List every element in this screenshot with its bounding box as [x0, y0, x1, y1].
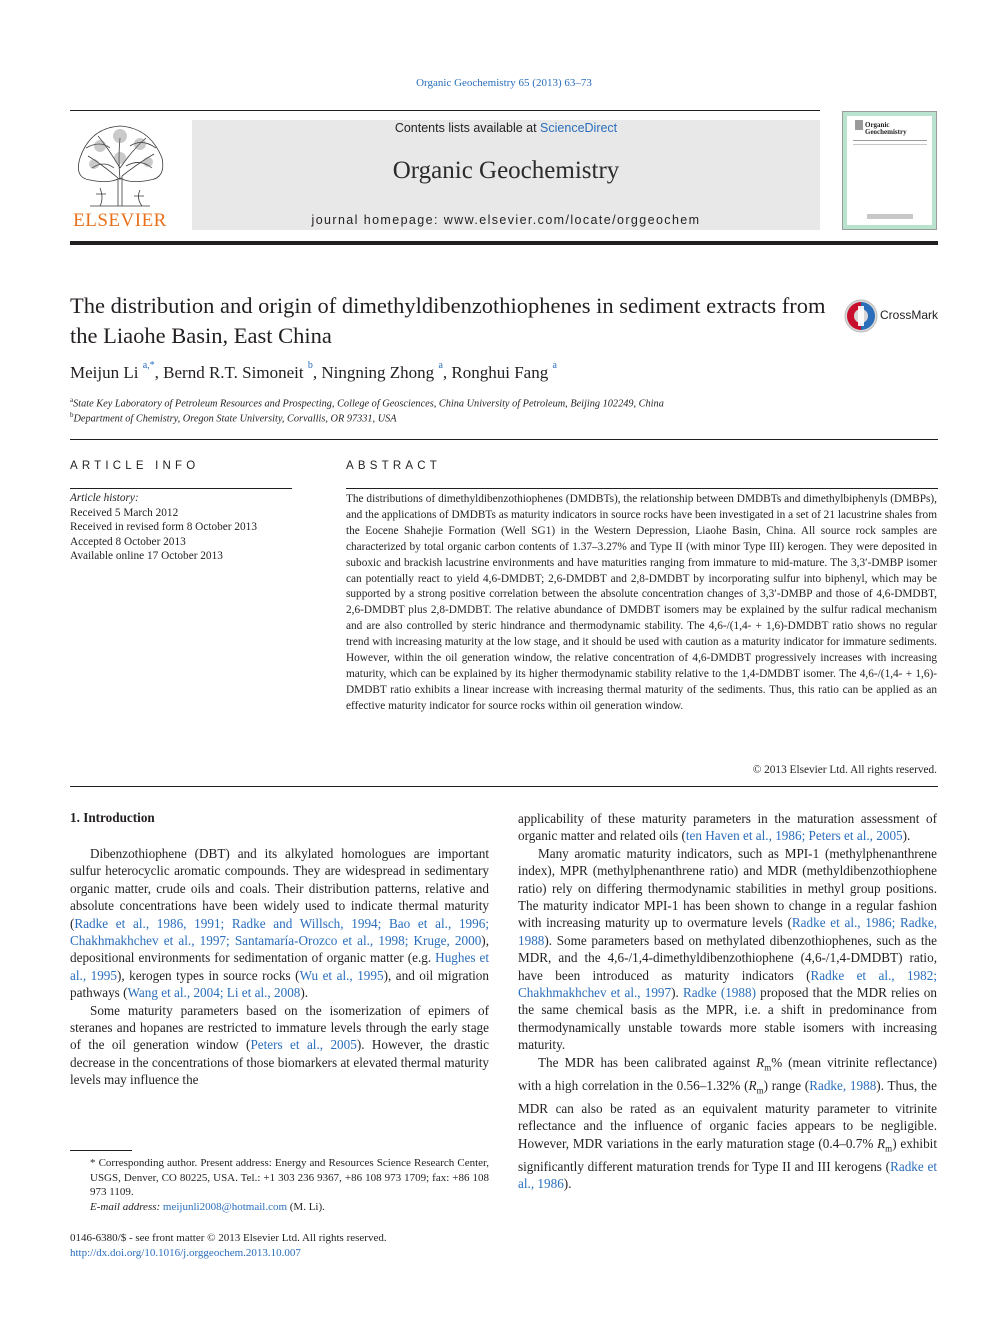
homepage-link[interactable]: www.elsevier.com/locate/orggeochem — [443, 213, 701, 227]
author-affiliation-mark[interactable]: a,* — [142, 360, 155, 372]
author-affiliation-mark[interactable]: a — [552, 360, 557, 372]
author[interactable]: Ronghui Fang $^a$ — [451, 360, 557, 382]
paragraph: Dibenzothiophene (DBT) and its alkylated homologues are important sulfur heterocyclic aromatic compounds. They are widespread in sedimentary organic matter, crude oils and coals. Their distribution patterns, relative and absolute concentrations have been widely used to indicate thermal maturity (Radke et al., 1986, 1991; Radke and Willsch, 1994; Bao et al., 1996; Chakhmakhchev et al., 1997; Santamaría-Orozco et al., 1998; Kruge, 2000), depositional environments for sedimentation of organic matter (e.g. Hughes et al., 1995), kerogen types in source rocks (Wu et al., 1995), and oil migration pathways (Wang et al., 2004; Li et al., 2008). — [70, 846, 489, 1001]
article-info-heading: ARTICLE INFO — [70, 460, 200, 472]
email-line — [70, 1200, 489, 1215]
email-suffix: (M. Li). — [287, 1200, 325, 1213]
history-item: Available online 17 October 2013 — [70, 550, 223, 562]
author-affiliation-mark[interactable]: a — [438, 360, 443, 372]
abstract-bottom-rule — [70, 786, 938, 787]
subscript: m — [756, 1085, 764, 1096]
paragraph: The MDR has been calibrated against $R_m\%$ (mean vitrinite reflectance) with a high correlation in the 0.56–1.32% $(R_m)$ range (Radke, 1988). Thus, the MDR can also be rated as an equivalent maturity parameter to vitrinite reflectance and the influence of organic facies appears to be negligible. However, MDR variations in the early maturation stage (0.4–0.7% $R_m$) exhibit significantly different maturation trends for Type II and III kerogens (Radke et al., 1986). — [518, 1054, 938, 1192]
citation-link[interactable]: Radke et al., 1982; Chakhmakhchev et al., 1997 — [518, 967, 938, 1001]
subscript: m — [764, 1062, 772, 1073]
email-link[interactable]: meijunli2008@hotmail.com — [162, 1200, 288, 1213]
author-list — [70, 360, 557, 383]
author[interactable]: Meijun Li $^{a,*}$ — [70, 360, 155, 382]
article-title: The distribution and origin of dimethyldibenzothiophenes in sediment extracts from the Liaohe Basin, East China — [70, 293, 826, 348]
sciencedirect-link[interactable]: ScienceDirect — [540, 121, 618, 135]
journal-homepage — [192, 213, 820, 227]
footnote — [70, 1156, 489, 1214]
affiliation-mark: b — [70, 411, 74, 419]
header-thick-rule — [70, 241, 938, 245]
section-rule — [70, 439, 938, 440]
publisher-name: ELSEVIER — [73, 210, 167, 231]
affiliation-text: Department of Chemistry, Oregon State University, Corvallis, OR 97331, USA — [73, 413, 397, 425]
body-column-left — [70, 845, 489, 1089]
italic-symbol: R — [748, 1077, 757, 1093]
cover-title: Organic Geochemistry — [865, 121, 907, 136]
paragraph: Many aromatic maturity indicators, such as MPI-1 (methylphenanthrene index), MPR (methylphenanthrene ratio) and MDR (methyldibenzothiophene ratio) rely on differing thermodynamic stabilities in methyl group positions. The maturity indicator MPI-1 has been shown to change in a regular fashion with increasing maturity up to overmature levels (Radke et al., 1986; Radke, 1988). Some parameters based on methylated dibenzothiophenes, such as the MDR, and the 4,6-/1,4-dimethyldibenzothiophene (4,6-/1,4-DMDBT) ratio, have been introduced as maturity indicators (Radke et al., 1982; Chakhmakhchev et al., 1997). Radke (1988) proposed that the MDR relies on the same chemical basis as the MPR, i.e. a shift in predominance from thermodynamically unstable towards more stable isomers with increasing maturity. — [518, 845, 938, 1053]
cover-rule — [853, 140, 927, 141]
body-column-right — [518, 810, 937, 1192]
author-separator: , — [442, 363, 452, 382]
issn-line: 0146-6380/$ - see front matter © 2013 Elsevier Ltd. All rights reserved. — [70, 1232, 387, 1244]
author[interactable]: Ningning Zhong $^a$ — [321, 360, 443, 382]
top-rule — [70, 110, 820, 111]
author-separator: , — [154, 363, 164, 382]
cover-logo-icon — [855, 120, 863, 130]
affiliation-text: State Key Laboratory of Petroleum Resources and Prospecting, College of Geosciences, China University of Petroleum, Beijing 102249, China — [73, 398, 664, 410]
affiliation-a — [70, 396, 664, 409]
author-affiliation-mark[interactable]: b — [307, 360, 313, 372]
email-label: E-mail address: — [90, 1200, 163, 1213]
introduction-heading: 1. Introduction — [70, 810, 155, 825]
italic-symbol: R — [756, 1054, 765, 1070]
paragraph: Some maturity parameters based on the isomerization of epimers of steranes and hopanes are restricted to immature levels through the early stage of the oil generation window (Peters et al., 2005). However, the drastic decrease in the concentrations of those biomarkers at elevated thermal maturity levels may influence the — [70, 1002, 490, 1088]
footnote-rule — [70, 1150, 132, 1151]
history-item: Received 5 March 2012 — [70, 506, 179, 519]
abstract-copyright: © 2013 Elsevier Ltd. All rights reserved. — [752, 764, 937, 776]
subscript: m — [885, 1143, 893, 1154]
citation-link[interactable]: Radke et al., 1986 — [518, 1158, 937, 1192]
citation-link[interactable]: Wang et al., 2004; Li et al., 2008 — [127, 985, 301, 1001]
citation-link[interactable]: Hughes et al., 1995 — [70, 950, 489, 983]
italic-symbol: R — [877, 1135, 886, 1151]
corresponding-author-note: * Corresponding author. Present address: Energy and Resources Science Research Center, USGS, Denver, CO 80225, USA. Tel.: +1 303 236 9367, +86 108 973 1709; fax: +86 108 973 1109. — [90, 1157, 489, 1199]
citation-link[interactable]: Radke et al., 1986; Radke, 1988 — [518, 915, 937, 948]
doi-link[interactable]: http://dx.doi.org/10.1016/j.orggeochem.2013.10.007 — [70, 1246, 301, 1259]
history-label: Article history: — [70, 492, 139, 504]
history-item: Received in revised form 8 October 2013 — [70, 521, 257, 533]
abstract-rule — [346, 488, 938, 489]
crossmark-label[interactable]: CrossMark — [880, 308, 939, 322]
article-history — [70, 491, 292, 564]
citation-link[interactable]: Radke (1988) — [682, 985, 756, 1001]
affiliation-mark: a — [70, 396, 74, 404]
abstract-heading: ABSTRACT — [346, 460, 441, 472]
citation-link[interactable]: Radke et al., 1986, 1991; Radke and Willsch, 1994; Bao et al., 1996; Chakhmakhchev et al., 1997; Santamaría-Orozco et al., 1998; Kruge, 2000 — [70, 915, 489, 949]
citation-link[interactable]: Radke, 1988 — [809, 1077, 877, 1093]
cover-footer-icon — [867, 214, 913, 219]
contents-line — [192, 121, 820, 135]
author[interactable]: Bernd R.T. Simoneit $^b$ — [163, 360, 313, 382]
history-item: Accepted 8 October 2013 — [70, 535, 186, 548]
journal-cover-thumbnail[interactable] — [842, 111, 937, 230]
citation-link[interactable]: ten Haven et al., 1986; Peters et al., 2005 — [685, 828, 903, 844]
elsevier-logo[interactable] — [70, 118, 170, 233]
article-info-rule — [70, 488, 292, 489]
cover-rule — [853, 144, 927, 145]
abstract-text: The distributions of dimethyldibenzothiophenes (DMDBTs), the relationship between DMDBTs and dimethylbiphenyls (DMBPs), and the applications of DMDBTs as maturity indicators in source rocks have been investigated in a set of 21 lacustrine shales from the Eocene Shahejie Formation (Well SG1) in the Western Depression, Liaohe Basin, China. All source rock samples are characterized by total organic carbon contents of 1.37–3.27% and Type II (with minor Type III) kerogen. They were deposited in suboxic and brackish lacustrine environments and have maturities ranging from immature to mid-mature. The 3,3′-DMBP isomer can potentially react to yield 4,6-DMDBT; 2,6-DMDBT and 2,8-DMDBT by incorporating sulfur into biphenyl, which may be supported by a strong positive correlation between the absolute concentration changes of 3,3′-DMBP and those of 4,6-DMDBT, 2,6-DMDBT plus 2,8-DMDBT. The relative abundance of DMDBT isomers may be explained by the sulfur radical mechanism and are also controlled by steric hindrance and thermodynamic stability. The 4,6-/(1,4- + 1,6)-DMDBT ratio shows no regular trend with increasing maturity at the low stage, and it should be used with caution as a maturity indicator for immature sediments. However, within the oil generation window, the relative concentration of 4,6-DMDBT progressively increases with increasing maturity, which can be explained by its higher thermodynamic stability relative to the 1,4-DMDBT isomer. The 4,6-/(1,4- + 1,6)-DMDBT ratio exhibits a linear increase with increasing thermal maturity of the sediments. Thus, this ratio can be applied as an effective maturity indicator for source rocks within oil generation window. — [346, 493, 937, 712]
document-identifiers — [70, 1231, 489, 1260]
contents-prefix: Contents lists available at — [394, 121, 541, 135]
homepage-prefix: journal homepage: — [311, 213, 444, 227]
author-separator: , — [312, 363, 322, 382]
citation-link[interactable]: Peters et al., 2005 — [250, 1037, 357, 1053]
cover-page — [847, 116, 932, 225]
affiliation-b — [70, 411, 397, 424]
journal-name: Organic Geochemistry — [392, 157, 620, 184]
journal-reference[interactable]: Organic Geochemistry 65 (2013) 63–73 — [416, 77, 592, 89]
citation-link[interactable]: Wu et al., 1995 — [299, 967, 384, 983]
paragraph: applicability of these maturity parameters in the maturation assessment of organic matter and related oils (ten Haven et al., 1986; Peters et al., 2005). — [518, 811, 937, 844]
crossmark-icon[interactable] — [843, 298, 879, 334]
